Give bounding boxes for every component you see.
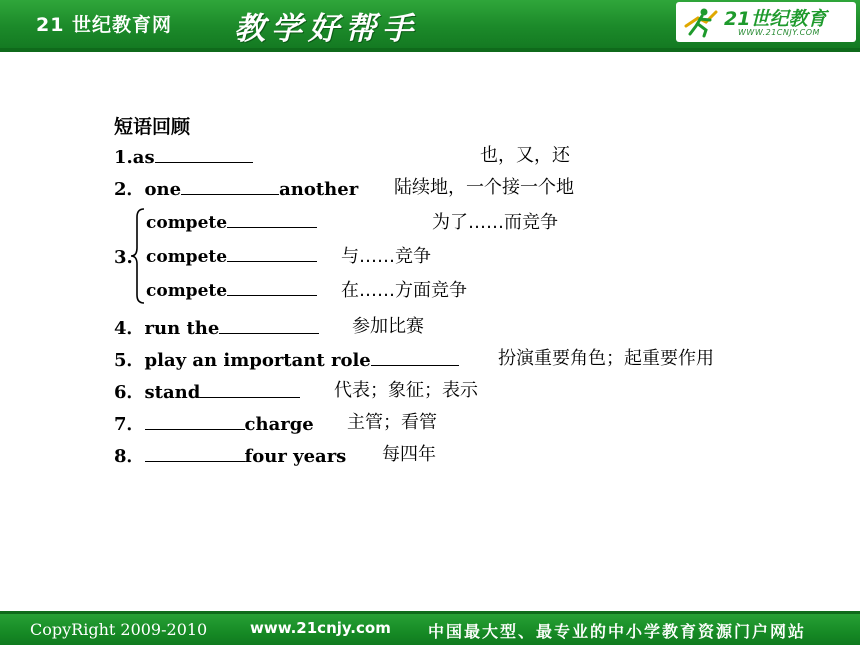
item-3a-meaning: 为了……而竞争 (432, 212, 558, 233)
answer-blank (200, 379, 300, 398)
answer-blank (227, 212, 317, 228)
item-5-prefix: 5．play an important role (114, 350, 371, 371)
item-3c-meaning: 在……方面竞争 (341, 280, 467, 301)
item-7-suffix: charge (244, 414, 314, 435)
site-url-link[interactable]: www.21cnjy.com (250, 619, 391, 637)
item-5-meaning: 扮演重要角色；起重要作用 (498, 348, 714, 369)
phrase-item-6 (114, 379, 300, 405)
answer-blank (155, 144, 253, 163)
phrase-item-5 (114, 347, 459, 373)
item-6-prefix: 6．stand (114, 382, 201, 403)
logo-url: WWW.21CNJY.COM (738, 28, 820, 37)
item-3b-word: compete (146, 247, 228, 267)
phrase-item-8 (114, 443, 346, 469)
phrase-item-1 (114, 144, 253, 170)
answer-blank (227, 280, 317, 296)
copyright-text: CopyRight 2009-2010 (30, 620, 208, 639)
phrase-item-3a (146, 211, 317, 235)
item-3b-meaning: 与……竞争 (341, 246, 431, 267)
site-description: 中国最大型、最专业的中小学教育资源门户网站 (428, 622, 807, 641)
item-2-suffix: another (279, 179, 359, 200)
item-4-prefix: 4．run the (114, 318, 220, 339)
logo-text: 21世纪教育 (724, 8, 827, 30)
answer-blank (219, 315, 319, 334)
answer-blank (227, 246, 317, 262)
answer-blank (145, 411, 245, 430)
item-8-prefix: 8． (114, 446, 145, 467)
site-name: 21 世纪教育网 (36, 14, 173, 36)
item-2-prefix: 2．one (114, 179, 182, 200)
section-title: 短语回顾 (114, 116, 191, 138)
answer-blank (181, 176, 279, 195)
item-4-meaning: 参加比赛 (352, 316, 424, 337)
item-1-meaning: 也，又，还 (480, 145, 570, 166)
item-1-prefix: 1.as (114, 147, 155, 168)
phrase-item-3c (146, 279, 317, 303)
item-2-meaning: 陆续地，一个接一个地 (394, 177, 574, 198)
answer-blank (371, 347, 459, 366)
phrase-item-7 (114, 411, 314, 437)
item-3a-word: compete (146, 213, 228, 233)
item-8-meaning: 每四年 (382, 444, 436, 465)
answer-blank (145, 443, 245, 462)
phrase-item-2 (114, 176, 358, 202)
item-3-number: 3. (114, 247, 133, 268)
item-7-meaning: 主管；看管 (347, 412, 437, 433)
item-6-meaning: 代表；象征；表示 (334, 380, 478, 401)
footer-banner (0, 614, 860, 645)
item-3c-word: compete (146, 281, 228, 301)
item-8-suffix: four years (244, 446, 347, 467)
item-7-prefix: 7． (114, 414, 145, 435)
left-brace (130, 208, 146, 304)
phrase-item-3b (146, 245, 317, 269)
header-slogan: 教学好帮手 (234, 11, 419, 47)
phrase-item-4 (114, 315, 319, 341)
